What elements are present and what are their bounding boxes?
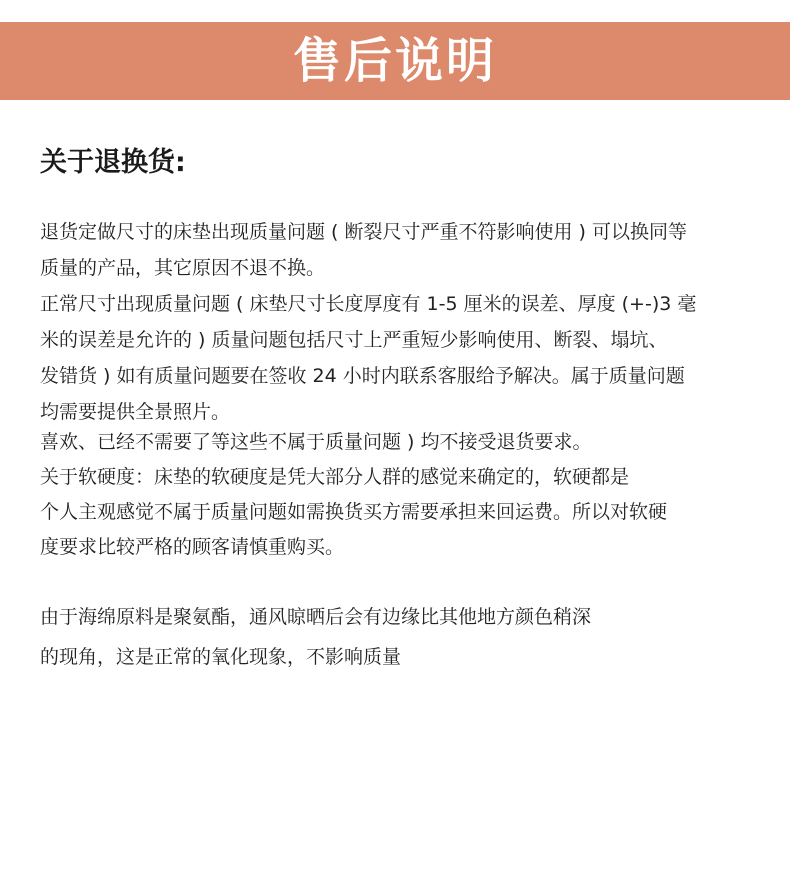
title-banner <box>0 22 790 100</box>
policy-text-line-9: 个人主观感觉不属于质量问题如需换货买方需要承担来回运费。所以对软硬 <box>40 501 668 523</box>
policy-text-line-3: 正常尺寸出现质量问题 ( 床垫尺寸长度厚度有 1-5 厘米的误差、厚度 (+-)3 毫 <box>40 293 697 315</box>
page-title: 售后说明 <box>292 33 497 89</box>
policy-text-line-7: 喜欢、已经不需要了等这些不属于质量问题 ) 均不接受退货要求。 <box>40 431 592 453</box>
policy-text-line-2: 质量的产品，其它原因不退不换。 <box>40 257 326 279</box>
policy-text-line-6: 均需要提供全景照片。 <box>40 401 231 423</box>
policy-text-line-8: 关于软硬度：床垫的软硬度是凭大部分人群的感觉来确定的，软硬都是 <box>40 466 630 488</box>
policy-text-line-1: 退货定做尺寸的床垫出现质量问题 ( 断裂尺寸严重不符影响使用 ) 可以换同等 <box>40 221 687 243</box>
policy-text-line-10: 度要求比较严格的顾客请慎重购买。 <box>40 536 345 558</box>
section-heading-returns: 关于退换货: <box>40 147 186 178</box>
policy-text-line-5: 发错货 ) 如有质量问题要在签收 24 小时内联系客服给予解决。属于质量问题 <box>40 365 685 387</box>
policy-text-line-11: 由于海绵原料是聚氨酯，通风晾晒后会有边缘比其他地方颜色稍深 <box>40 606 592 628</box>
policy-text-line-4: 米的误差是允许的 ) 质量问题包括尺寸上严重短少影响使用、断裂、塌坑、 <box>40 329 668 351</box>
policy-text-line-12: 的现角，这是正常的氧化现象，不影响质量 <box>40 646 402 668</box>
